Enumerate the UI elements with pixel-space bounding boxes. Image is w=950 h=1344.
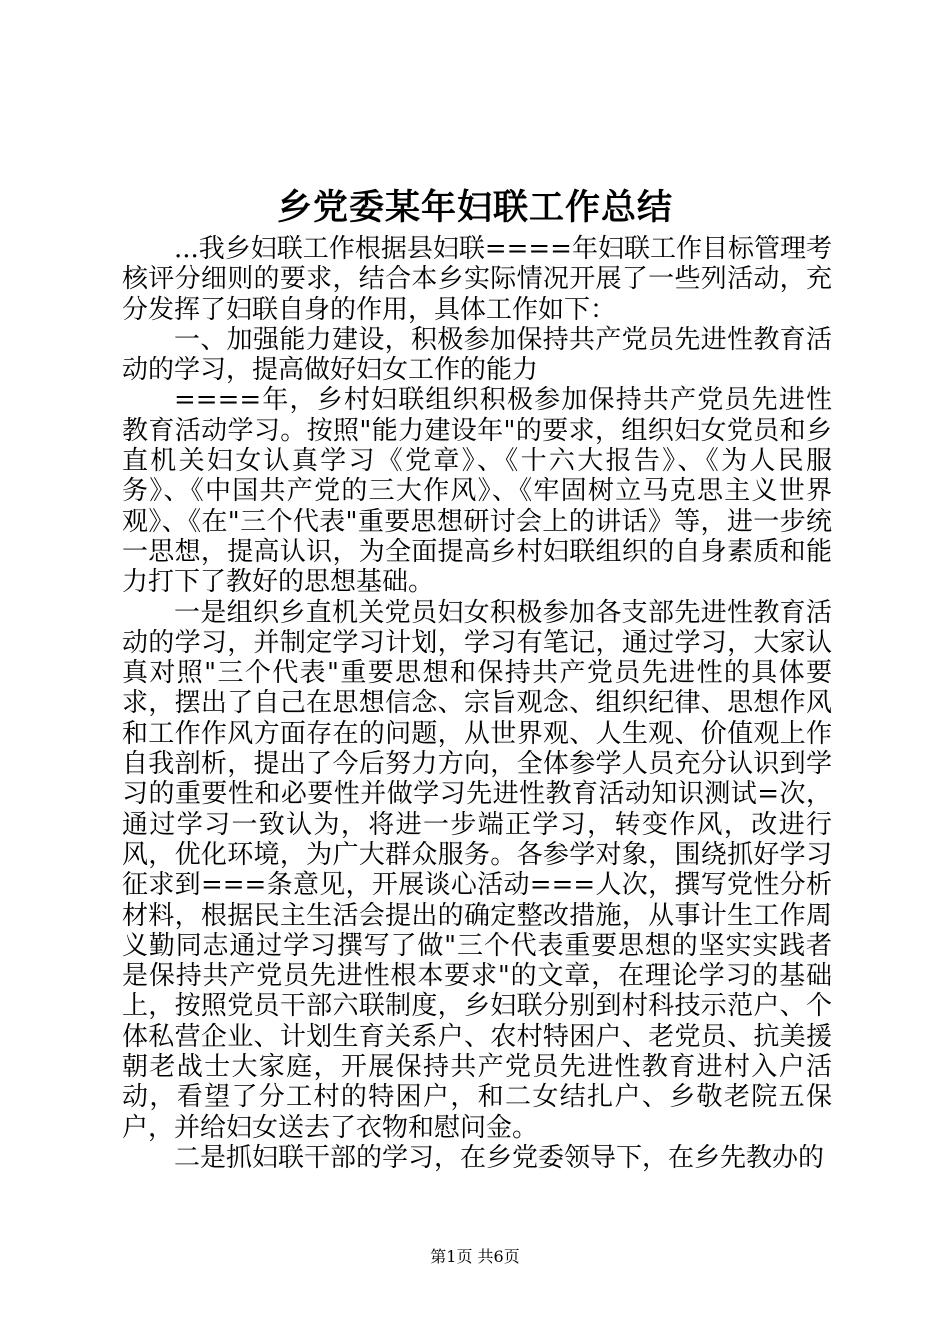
document-body (122, 234, 832, 1173)
paragraph-section-heading: 一、加强能力建设，积极参加保持共产党员先进性教育活动的学习，提高做好妇女工作的能力 (122, 324, 832, 386)
paragraph-point-two: 二是抓妇联干部的学习，在乡党委领导下，在乡先教办的 (174, 1142, 825, 1173)
paragraph-study-activities: ====年，乡村妇联组织积极参加保持共产党员先进性教育活动学习。按照"能力建设年"的要求，组织妇女党员和乡直机关妇女认真学习《党章》、《十六大报告》、《为人民服务》、《中国共产党的三大作风》、《牢固树立马克思主义世界观》、《在"三个代表"重要思想研讨会上的讲话》等，进一步统一思想，提高认识，为全面提高乡村妇联组织的自身素质和能力打下了教好的思想基础。 (122, 385, 832, 598)
paragraph-point-one: 一是组织乡直机关党员妇女积极参加各支部先进性教育活动的学习，并制定学习计划，学习有笔记，通过学习，大家认真对照"三个代表"重要思想和保持共产党员先进性的具体要求，摆出了自己在思想信念、宗旨观念、组织纪律、思想作风和工作作风方面存在的问题，从世界观、人生观、价值观上作自我剖析，提出了今后努力方向，全体参学人员充分认识到学习的重要性和必要性并做学习先进性教育活动知识测试=次，通过学习一致认为，将进一步端正学习，转变作风，改进行风，优化环境，为广大群众服务。各参学对象，围绕抓好学习征求到===条意见，开展谈心活动===人次，撰写党性分析材料，根据民主生活会提出的确定整改措施，从事计生工作周义勤同志通过学习撰写了做"三个代表重要思想的坚实实践者是保持共产党员先进性根本要求"的文章，在理论学习的基础上，按照党员干部六联制度，乡妇联分别到村科技示范户、个体私营企业、计划生育关系户、农村特困户、老党员、抗美援朝老战士大家庭，开展保持共产党员先进性教育进村入户活动，看望了分工村的特困户，和二女结扎户、乡敬老院五保户，并给妇女送去了衣物和慰问金。 (122, 597, 832, 1143)
document-title: 乡党委某年妇联工作总结 (276, 187, 673, 228)
paragraph-intro: ...我乡妇联工作根据县妇联====年妇联工作目标管理考核评分细则的要求，结合本乡实际情况开展了一些列活动，充分发挥了妇联自身的作用，具体工作如下： (122, 234, 832, 325)
page-number-footer: 第1页 共6页 (430, 1247, 520, 1266)
